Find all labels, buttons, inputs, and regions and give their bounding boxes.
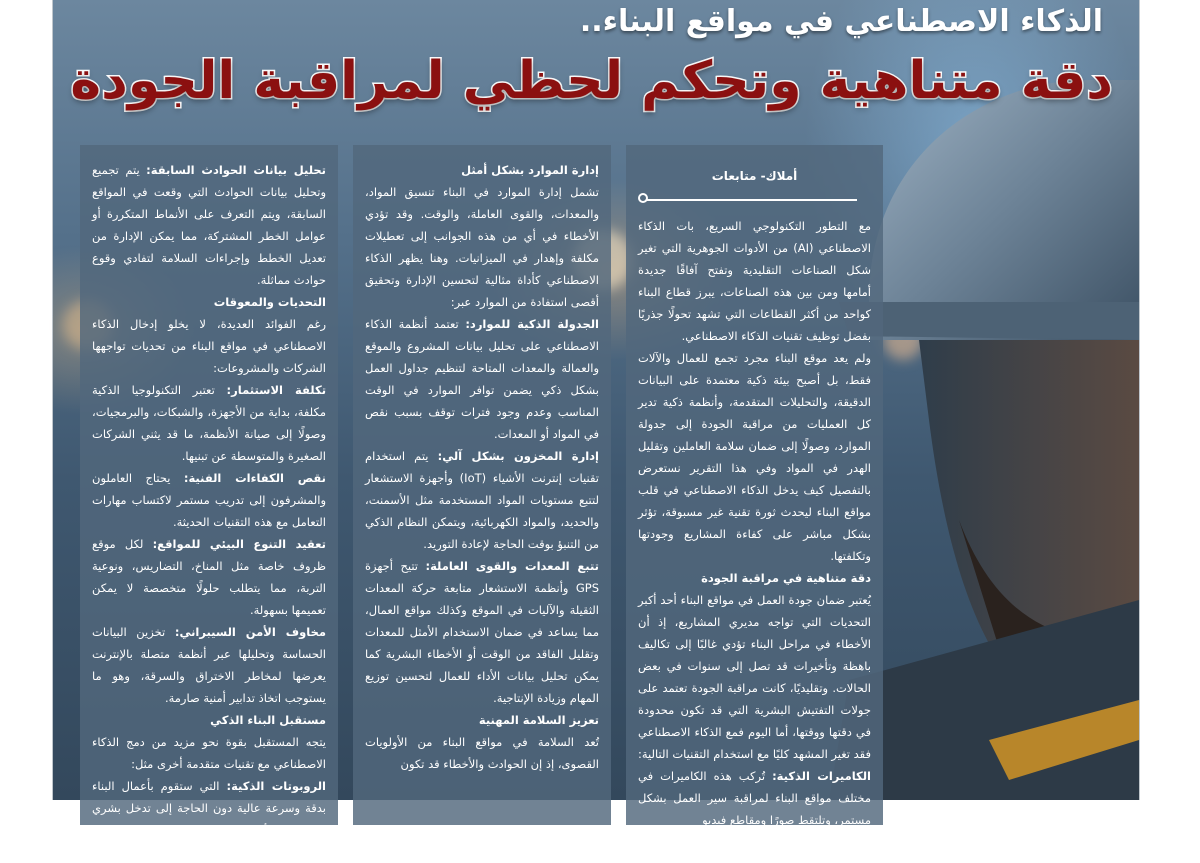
paragraph: تشمل إدارة الموارد في البناء تنسيق المواد، والمعدات، والقوى العاملة، والوقت. وقد تؤدي الأخطاء في أي من هذه الجوانب إلى تعطيلات مكلفة وإهدار في الميزانيات. وهنا يظهر الذكاء الاصطناعي كأداة مثالية لتحسين الإدارة وتحقيق أقصى استفادة من الموارد عبر:: [365, 185, 599, 309]
paragraph-text: يتم تجميع وتحليل بيانات الحوادث التي وقعت في المواقع السابقة، ويتم التعرف على الأنماط المتكررة أو عوامل الخطر المشتركة، مما يمكن الإدارة من تعديل الخطط وإجراءات السلامة لتفادي وقوع حوادث مماثلة.: [92, 163, 326, 287]
paragraph: [638, 765, 871, 831]
article-column-2: [353, 145, 611, 825]
paragraph: [365, 313, 599, 445]
article-column-1: [626, 145, 883, 825]
paragraph-text: تخزين البيانات الحساسة وتحليلها عبر أنظمة متصلة بالإنترنت يعرضها لمخاطر الاختراق والسرقة، وهو ما يستوجب اتخاذ تدابير أمنية صارمة.: [92, 625, 326, 705]
section-heading: تعزيز السلامة المهنية: [478, 713, 599, 727]
paragraph: [92, 621, 326, 709]
paragraph: [92, 841, 326, 863]
lead-term: الروبوتات الذكية:: [226, 779, 326, 793]
paragraph-text: يتم استخدام تقنيات إنترنت الأشياء (IoT) وأجهزة الاستشعار لتتبع مستويات المواد المستخدمة مثل الأسمنت، والحديد، والمواد الكهربائية، ويتمكن النظام الذكي من التنبؤ بوقت الحاجة لإعادة التوريد.: [365, 449, 600, 551]
lead-term: الجدولة الذكية للموارد:: [465, 317, 599, 331]
lead-term: الطائرات بدون طيار:: [208, 845, 326, 859]
paragraph: رغم الفوائد العديدة، لا يخلو إدخال الذكاء الاصطناعي في مواقع البناء من تحديات تواجهها الشركات والمشروعات:: [92, 317, 326, 375]
section-heading: مستقبل البناء الذكي: [210, 713, 326, 727]
section-heading: إدارة الموارد بشكل أمثل: [461, 163, 599, 177]
paragraph: [92, 533, 326, 621]
section-heading: دقة متناهية في مراقبة الجودة: [701, 571, 871, 585]
paragraph: مع التطور التكنولوجي السريع، بات الذكاء الاصطناعي (AI) من الأدوات الجوهرية التي تغير شكل الصناعات التقليدية وتفتح آفاقًا جديدة أمامها ومن بين هذه الصناعات، يبرز قطاع البناء كواحد من أكثر القطاعات التي تشهد تحولًا جذريًا بفضل توظيف تقنيات الذكاء الاصطناعي.: [638, 219, 872, 343]
lead-term: تعقيد التنوع البيئي للمواقع:: [152, 537, 326, 551]
article-kicker: الذكاء الاصطناعي في مواقع البناء..: [579, 4, 1103, 39]
section-heading: التحديات والمعوقات: [213, 295, 326, 309]
paragraph: ولم يعد موقع البناء مجرد تجمع للعمال والآلات فقط، بل أصبح بيئة ذكية معتمدة على البيانات الدقيقة، والتحليلات المتقدمة، وأنظمة ذكية تدير كل العمليات من مراقبة الجودة إلى جدولة الموارد، وصولًا إلى ضمان سلامة العاملين وتقليل الهدر في المواد وفي هذا التقرير نستعرض بالتفصيل كيف يدخل الذكاء الاصطناعي في قلب مواقع البناء ليحدث ثورة تقنية غير مسبوقة، تؤثر بشكل مباشر على كفاءة المشاريع وجودتها وتكلفتها.: [638, 351, 871, 563]
paragraph-text: يحتاج العاملون والمشرفون إلى تدريب مستمر لاكتساب مهارات التعامل مع هذه التقنيات الحديثة.: [92, 471, 326, 529]
paragraph: تُعد السلامة في مواقع البناء من الأولويات القصوى، إذ إن الحوادث والأخطاء قد تكون: [365, 735, 599, 771]
paragraph: [92, 467, 326, 533]
paragraph: [365, 445, 599, 555]
lead-term: تحليل بيانات الحوادث السابقة:: [146, 163, 326, 177]
paragraph-text: تعتمد أنظمة الذكاء الاصطناعي على تحليل بيانات المشروع والموقع والعمالة والمعدات المتاحة لتنظيم جداول العمل بشكل ذكي يضمن توافر الموارد في الوقت المناسب وعدم وجود فترات توقف بسبب نقص في المواد أو المعدات.: [365, 317, 599, 441]
article-column-3: [80, 145, 338, 859]
paragraph: يُعتبر ضمان جودة العمل في مواقع البناء أحد أكبر التحديات التي تواجه مديري المشاريع، إذ أن الأخطاء في مراحل البناء تؤدي غالبًا إلى تكاليف باهظة وتأخيرات قد تصل إلى سنوات في بعض الحالات. وتقليديًا، كانت مراقبة الجودة تعتمد على جولات التفتيش البشرية التي قد تكون محدودة في دقتها ووقتها، أما اليوم فمع الذكاء الاصطناعي فقد تغير المشهد كليًا مع استخدام التقنيات التالية:: [637, 593, 871, 761]
magazine-page: [52, 0, 1140, 859]
divider-line: [646, 199, 857, 201]
lead-term: الكاميرات الذكية:: [772, 769, 871, 783]
paragraph: [92, 775, 326, 841]
paragraph: يتجه المستقبل بقوة نحو مزيد من دمج الذكاء الاصطناعي مع تقنيات متقدمة أخرى مثل:: [92, 735, 326, 771]
lead-term: نقص الكفاءات الفنية:: [183, 471, 326, 485]
lead-term: إدارة المخزون بشكل آلي:: [437, 449, 599, 463]
paragraph: [92, 159, 326, 291]
lead-term: تكلفة الاستثمار:: [226, 383, 327, 397]
paragraph-text: تعتبر التكنولوجيا الذكية مكلفة، بداية من الأجهزة، والشبكات، والبرمجيات، وصولًا إلى صيانة الأنظمة، ما قد يثني الشركات الصغيرة والمتوسطة عن تبنيها.: [92, 383, 326, 463]
lead-term: تتبع المعدات والقوى العاملة:: [425, 559, 599, 573]
paragraph-text: تُركب هذه الكاميرات في مختلف مواقع البناء لمراقبة سير العمل بشكل مستمر، وتلتقط صورًا ومقاطع فيديو: [638, 769, 871, 827]
divider-dot: [638, 193, 648, 203]
paragraph-text: لكل موقع ظروف خاصة مثل المناخ، التضاريس، ونوعية التربة، مما يتطلب حلولًا متخصصة لا يمكن تعميمها بسهولة.: [92, 537, 326, 617]
byline-divider: [638, 193, 871, 207]
paragraph-text: تتيح أجهزة GPS وأنظمة الاستشعار متابعة حركة المعدات الثقيلة والآليات في الموقع وكذلك مواقع العمال، مما يساعد في ضمان الاستخدام الأمثل للمعدات وتقليل الفاقد من الوقت أو الأخطاء البشرية كما يمكن تحليل بيانات الأداء للعمال لتحسين توزيع المهام وزيادة الإنتاجية.: [365, 559, 599, 705]
paragraph-text: لمراقبة المواقع الكبيرة: [95, 845, 209, 859]
article-headline: دقة متناهية وتحكم لحظي لمراقبة الجودة: [70, 51, 1113, 111]
paragraph: [365, 555, 599, 709]
paragraph-text: التي ستقوم بأعمال البناء بدقة وسرعة عالية دون الحاجة إلى تدخل بشري مباشر في الأعمال الخطرة.: [92, 779, 326, 837]
byline: أملاك- متابعات: [711, 169, 798, 183]
paragraph: [92, 379, 326, 467]
lead-term: مخاوف الأمن السيبراني:: [174, 625, 326, 639]
